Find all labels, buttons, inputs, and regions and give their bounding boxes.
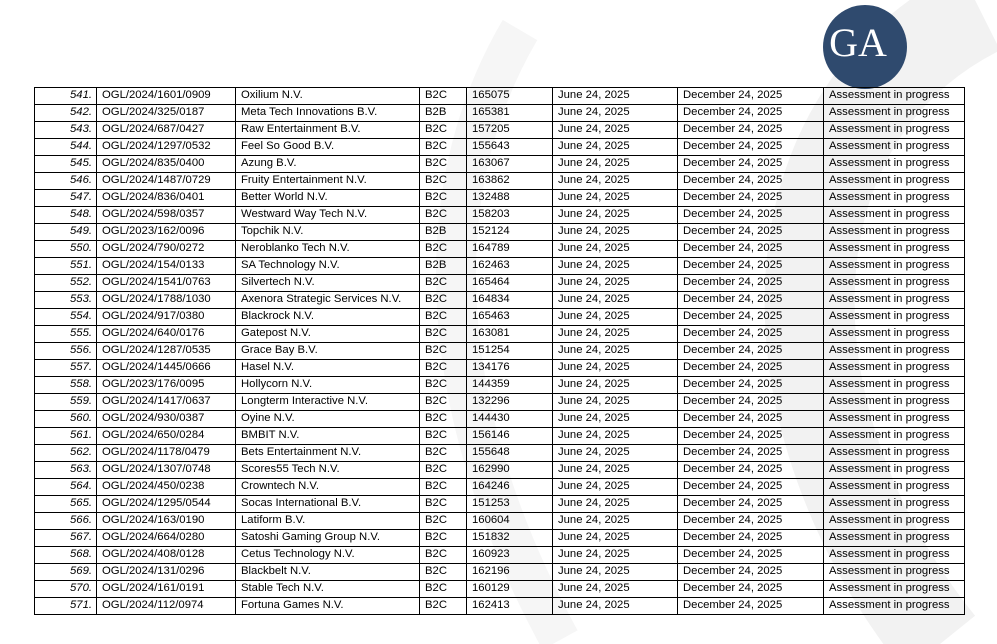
table-row [35,156,965,173]
row-number: 550. [35,241,97,258]
row-number: 565. [35,496,97,513]
company-name: Fortuna Games N.V. [236,598,420,615]
table-row [35,377,965,394]
row-number: 560. [35,411,97,428]
logo-lettering: GA [829,20,887,65]
reference-id: 155648 [467,445,553,462]
business-type: B2C [420,122,467,139]
expiry-date: December 24, 2025 [678,343,824,360]
table-row [35,428,965,445]
row-number: 546. [35,173,97,190]
status-text: Assessment in progress [824,377,965,394]
table-row [35,479,965,496]
company-name: Cetus Technology N.V. [236,547,420,564]
license-number: OGL/2024/930/0387 [97,411,236,428]
issue-date: June 24, 2025 [553,156,678,173]
expiry-date: December 24, 2025 [678,88,824,105]
business-type: B2C [420,462,467,479]
status-text: Assessment in progress [824,207,965,224]
business-type: B2B [420,105,467,122]
issue-date: June 24, 2025 [553,360,678,377]
license-number: OGL/2024/836/0401 [97,190,236,207]
reference-id: 162990 [467,462,553,479]
reference-id: 162413 [467,598,553,615]
expiry-date: December 24, 2025 [678,292,824,309]
table-row [35,581,965,598]
reference-id: 160604 [467,513,553,530]
issue-date: June 24, 2025 [553,462,678,479]
status-text: Assessment in progress [824,547,965,564]
business-type: B2C [420,309,467,326]
business-type: B2C [420,428,467,445]
reference-id: 162196 [467,564,553,581]
status-text: Assessment in progress [824,122,965,139]
reference-id: 164789 [467,241,553,258]
company-name: BMBIT N.V. [236,428,420,445]
business-type: B2C [420,496,467,513]
license-number: OGL/2024/640/0176 [97,326,236,343]
license-number: OGL/2024/650/0284 [97,428,236,445]
row-number: 562. [35,445,97,462]
status-text: Assessment in progress [824,88,965,105]
expiry-date: December 24, 2025 [678,394,824,411]
status-text: Assessment in progress [824,564,965,581]
license-number: OGL/2024/154/0133 [97,258,236,275]
table-row [35,513,965,530]
row-number: 549. [35,224,97,241]
issue-date: June 24, 2025 [553,547,678,564]
status-text: Assessment in progress [824,496,965,513]
status-text: Assessment in progress [824,411,965,428]
issue-date: June 24, 2025 [553,224,678,241]
expiry-date: December 24, 2025 [678,462,824,479]
expiry-date: December 24, 2025 [678,258,824,275]
license-number: OGL/2023/162/0096 [97,224,236,241]
row-number: 566. [35,513,97,530]
company-name: Westward Way Tech N.V. [236,207,420,224]
issue-date: June 24, 2025 [553,445,678,462]
company-name: Oxilium N.V. [236,88,420,105]
status-text: Assessment in progress [824,156,965,173]
reference-id: 144430 [467,411,553,428]
status-text: Assessment in progress [824,445,965,462]
reference-id: 144359 [467,377,553,394]
license-number: OGL/2024/1287/0535 [97,343,236,360]
expiry-date: December 24, 2025 [678,139,824,156]
issue-date: June 24, 2025 [553,258,678,275]
reference-id: 165075 [467,88,553,105]
row-number: 553. [35,292,97,309]
issue-date: June 24, 2025 [553,411,678,428]
table-row [35,598,965,615]
issue-date: June 24, 2025 [553,598,678,615]
issue-date: June 24, 2025 [553,513,678,530]
expiry-date: December 24, 2025 [678,581,824,598]
license-number: OGL/2024/835/0400 [97,156,236,173]
business-type: B2C [420,207,467,224]
issue-date: June 24, 2025 [553,139,678,156]
business-type: B2C [420,241,467,258]
table-row [35,275,965,292]
reference-id: 132296 [467,394,553,411]
reference-id: 162463 [467,258,553,275]
issue-date: June 24, 2025 [553,122,678,139]
expiry-date: December 24, 2025 [678,326,824,343]
row-number: 571. [35,598,97,615]
row-number: 561. [35,428,97,445]
reference-id: 151254 [467,343,553,360]
table-row [35,224,965,241]
company-name: Satoshi Gaming Group N.V. [236,530,420,547]
company-name: Blackrock N.V. [236,309,420,326]
license-number: OGL/2024/1295/0544 [97,496,236,513]
row-number: 556. [35,343,97,360]
reference-id: 152124 [467,224,553,241]
company-name: Longterm Interactive N.V. [236,394,420,411]
table-row [35,496,965,513]
license-number: OGL/2024/598/0357 [97,207,236,224]
table-row [35,105,965,122]
license-number: OGL/2024/1541/0763 [97,275,236,292]
reference-id: 164834 [467,292,553,309]
business-type: B2C [420,292,467,309]
row-number: 543. [35,122,97,139]
business-type: B2C [420,564,467,581]
issue-date: June 24, 2025 [553,377,678,394]
license-number: OGL/2024/1445/0666 [97,360,236,377]
license-number: OGL/2024/112/0974 [97,598,236,615]
company-name: Gatepost N.V. [236,326,420,343]
company-name: Axenora Strategic Services N.V. [236,292,420,309]
issue-date: June 24, 2025 [553,241,678,258]
row-number: 551. [35,258,97,275]
business-type: B2C [420,479,467,496]
row-number: 547. [35,190,97,207]
license-number: OGL/2024/1307/0748 [97,462,236,479]
table-row [35,241,965,258]
table-row [35,411,965,428]
license-number: OGL/2024/131/0296 [97,564,236,581]
expiry-date: December 24, 2025 [678,173,824,190]
business-type: B2C [420,326,467,343]
company-name: Scores55 Tech N.V. [236,462,420,479]
expiry-date: December 24, 2025 [678,275,824,292]
issue-date: June 24, 2025 [553,581,678,598]
status-text: Assessment in progress [824,139,965,156]
row-number: 554. [35,309,97,326]
company-name: Meta Tech Innovations B.V. [236,105,420,122]
reference-id: 134176 [467,360,553,377]
issue-date: June 24, 2025 [553,173,678,190]
row-number: 567. [35,530,97,547]
row-number: 555. [35,326,97,343]
reference-id: 165464 [467,275,553,292]
expiry-date: December 24, 2025 [678,224,824,241]
business-type: B2B [420,258,467,275]
status-text: Assessment in progress [824,581,965,598]
expiry-date: December 24, 2025 [678,360,824,377]
row-number: 569. [35,564,97,581]
expiry-date: December 24, 2025 [678,598,824,615]
expiry-date: December 24, 2025 [678,513,824,530]
company-name: Hollycorn N.V. [236,377,420,394]
expiry-date: December 24, 2025 [678,207,824,224]
status-text: Assessment in progress [824,173,965,190]
table-row [35,88,965,105]
issue-date: June 24, 2025 [553,309,678,326]
issue-date: June 24, 2025 [553,343,678,360]
license-number: OGL/2024/408/0128 [97,547,236,564]
license-number: OGL/2024/450/0238 [97,479,236,496]
status-text: Assessment in progress [824,309,965,326]
business-type: B2C [420,156,467,173]
expiry-date: December 24, 2025 [678,445,824,462]
license-table-body [35,88,965,615]
table-row [35,190,965,207]
expiry-date: December 24, 2025 [678,156,824,173]
issue-date: June 24, 2025 [553,428,678,445]
status-text: Assessment in progress [824,462,965,479]
row-number: 544. [35,139,97,156]
license-number: OGL/2024/161/0191 [97,581,236,598]
business-type: B2C [420,513,467,530]
issue-date: June 24, 2025 [553,88,678,105]
license-table [34,87,965,615]
reference-id: 155643 [467,139,553,156]
expiry-date: December 24, 2025 [678,547,824,564]
table-row [35,292,965,309]
table-row [35,462,965,479]
company-name: Azung B.V. [236,156,420,173]
license-number: OGL/2024/1297/0532 [97,139,236,156]
table-row [35,173,965,190]
company-name: Feel So Good B.V. [236,139,420,156]
license-number: OGL/2024/1788/1030 [97,292,236,309]
status-text: Assessment in progress [824,224,965,241]
expiry-date: December 24, 2025 [678,530,824,547]
status-text: Assessment in progress [824,292,965,309]
table-row [35,445,965,462]
status-text: Assessment in progress [824,598,965,615]
status-text: Assessment in progress [824,513,965,530]
reference-id: 160923 [467,547,553,564]
table-row [35,394,965,411]
business-type: B2C [420,360,467,377]
company-name: Topchik N.V. [236,224,420,241]
reference-id: 163067 [467,156,553,173]
table-row [35,326,965,343]
business-type: B2B [420,224,467,241]
business-type: B2C [420,411,467,428]
license-number: OGL/2024/163/0190 [97,513,236,530]
expiry-date: December 24, 2025 [678,411,824,428]
business-type: B2C [420,394,467,411]
license-number: OGL/2024/790/0272 [97,241,236,258]
business-type: B2C [420,173,467,190]
status-text: Assessment in progress [824,343,965,360]
business-type: B2C [420,530,467,547]
business-type: B2C [420,88,467,105]
expiry-date: December 24, 2025 [678,479,824,496]
expiry-date: December 24, 2025 [678,309,824,326]
row-number: 568. [35,547,97,564]
status-text: Assessment in progress [824,105,965,122]
table-row [35,564,965,581]
issue-date: June 24, 2025 [553,394,678,411]
business-type: B2C [420,598,467,615]
row-number: 563. [35,462,97,479]
expiry-date: December 24, 2025 [678,122,824,139]
company-name: Socas International B.V. [236,496,420,513]
business-type: B2C [420,190,467,207]
company-name: Latiform B.V. [236,513,420,530]
reference-id: 163081 [467,326,553,343]
row-number: 552. [35,275,97,292]
issue-date: June 24, 2025 [553,564,678,581]
company-name: Stable Tech N.V. [236,581,420,598]
reference-id: 165463 [467,309,553,326]
issue-date: June 24, 2025 [553,105,678,122]
expiry-date: December 24, 2025 [678,564,824,581]
table-row [35,139,965,156]
business-type: B2C [420,581,467,598]
row-number: 541. [35,88,97,105]
row-number: 558. [35,377,97,394]
issue-date: June 24, 2025 [553,479,678,496]
company-name: Neroblanko Tech N.V. [236,241,420,258]
ga-logo-icon [822,4,908,90]
company-name: SA Technology N.V. [236,258,420,275]
reference-id: 164246 [467,479,553,496]
business-type: B2C [420,547,467,564]
business-type: B2C [420,445,467,462]
license-number: OGL/2024/1601/0909 [97,88,236,105]
company-name: Crowntech N.V. [236,479,420,496]
status-text: Assessment in progress [824,394,965,411]
reference-id: 156146 [467,428,553,445]
status-text: Assessment in progress [824,190,965,207]
table-row [35,309,965,326]
row-number: 557. [35,360,97,377]
table-row [35,547,965,564]
company-name: Bets Entertainment N.V. [236,445,420,462]
reference-id: 157205 [467,122,553,139]
reference-id: 163862 [467,173,553,190]
row-number: 542. [35,105,97,122]
table-row [35,343,965,360]
business-type: B2C [420,343,467,360]
license-number: OGL/2024/687/0427 [97,122,236,139]
table-row [35,258,965,275]
business-type: B2C [420,275,467,292]
expiry-date: December 24, 2025 [678,241,824,258]
status-text: Assessment in progress [824,258,965,275]
license-number: OGL/2023/176/0095 [97,377,236,394]
row-number: 545. [35,156,97,173]
status-text: Assessment in progress [824,428,965,445]
reference-id: 165381 [467,105,553,122]
company-name: Silvertech N.V. [236,275,420,292]
company-name: Hasel N.V. [236,360,420,377]
reference-id: 151832 [467,530,553,547]
issue-date: June 24, 2025 [553,496,678,513]
status-text: Assessment in progress [824,530,965,547]
status-text: Assessment in progress [824,479,965,496]
company-name: Fruity Entertainment N.V. [236,173,420,190]
status-text: Assessment in progress [824,241,965,258]
company-name: Oyine N.V. [236,411,420,428]
license-number: OGL/2024/1417/0637 [97,394,236,411]
expiry-date: December 24, 2025 [678,428,824,445]
issue-date: June 24, 2025 [553,292,678,309]
table-row [35,207,965,224]
reference-id: 160129 [467,581,553,598]
license-number: OGL/2024/1178/0479 [97,445,236,462]
issue-date: June 24, 2025 [553,326,678,343]
expiry-date: December 24, 2025 [678,496,824,513]
company-name: Better World N.V. [236,190,420,207]
row-number: 559. [35,394,97,411]
license-number: OGL/2024/664/0280 [97,530,236,547]
business-type: B2C [420,377,467,394]
status-text: Assessment in progress [824,326,965,343]
status-text: Assessment in progress [824,360,965,377]
company-name: Grace Bay B.V. [236,343,420,360]
license-number: OGL/2024/325/0187 [97,105,236,122]
issue-date: June 24, 2025 [553,275,678,292]
row-number: 570. [35,581,97,598]
reference-id: 158203 [467,207,553,224]
issue-date: June 24, 2025 [553,190,678,207]
company-name: Raw Entertainment B.V. [236,122,420,139]
business-type: B2C [420,139,467,156]
company-name: Blackbelt N.V. [236,564,420,581]
reference-id: 151253 [467,496,553,513]
row-number: 548. [35,207,97,224]
table-row [35,122,965,139]
reference-id: 132488 [467,190,553,207]
status-text: Assessment in progress [824,275,965,292]
row-number: 564. [35,479,97,496]
license-number: OGL/2024/917/0380 [97,309,236,326]
table-row [35,360,965,377]
expiry-date: December 24, 2025 [678,377,824,394]
issue-date: June 24, 2025 [553,530,678,547]
table-row [35,530,965,547]
license-number: OGL/2024/1487/0729 [97,173,236,190]
issue-date: June 24, 2025 [553,207,678,224]
expiry-date: December 24, 2025 [678,190,824,207]
expiry-date: December 24, 2025 [678,105,824,122]
